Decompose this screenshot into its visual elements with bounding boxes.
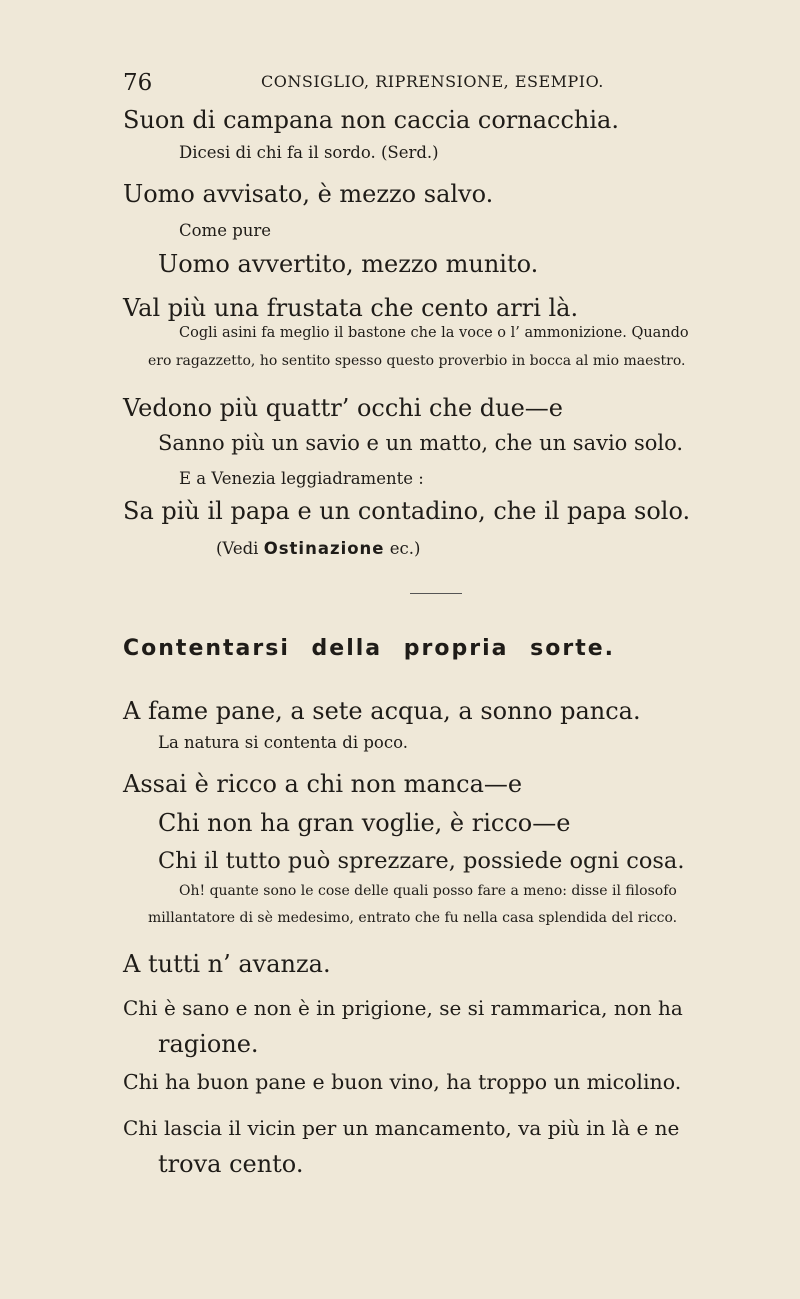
- proverb-line: Uomo avvisato, è mezzo salvo.: [123, 180, 494, 208]
- proverb-line: Assai è ricco a chi non manca—e: [123, 770, 523, 798]
- proverb-line: Chi è sano e non è in prigione, se si rammarica, non ha: [123, 996, 683, 1020]
- proverb-line: Sanno più un savio e un matto, che un savio solo.: [158, 431, 684, 455]
- page-header: [123, 70, 683, 100]
- commentary-line: millantatore di sè medesimo, entrato che fu nella casa splendida del ricco.: [148, 910, 678, 926]
- see-also-suffix: ec.): [384, 539, 421, 558]
- running-head: CONSIGLIO, RIPRENSIONE, ESEMPIO.: [261, 72, 604, 91]
- section-title: Contentarsi della propria sorte.: [123, 636, 615, 661]
- see-also-term: Ostinazione: [263, 539, 385, 558]
- commentary-line: Oh! quante sono le cose delle quali posso fare a meno: disse il filosofo: [179, 883, 677, 899]
- proverb-line: Chi non ha gran voglie, è ricco—e: [158, 809, 571, 837]
- commentary-line: Cogli asini fa meglio il bastone che la voce o l’ ammonizione. Quando: [179, 325, 689, 341]
- proverb-line: Val più una frustata che cento arri là.: [123, 294, 579, 322]
- proverb-line: trova cento.: [158, 1150, 304, 1178]
- page-number: 76: [123, 70, 153, 96]
- commentary-line: Come pure: [179, 221, 272, 240]
- proverb-line: Uomo avvertito, mezzo munito.: [158, 250, 539, 278]
- section-divider: [410, 593, 462, 594]
- see-also-prefix: (Vedi: [216, 539, 264, 558]
- proverb-line: Sa più il papa e un contadino, che il papa solo.: [123, 497, 691, 525]
- commentary-line: Dicesi di chi fa il sordo. (Serd.): [179, 143, 439, 162]
- proverb-line: A fame pane, a sete acqua, a sonno panca.: [123, 697, 641, 725]
- proverb-line: Chi lascia il vicin per un mancamento, va più in là e ne: [123, 1116, 680, 1140]
- proverb-line: Chi il tutto può sprezzare, possiede ogni cosa.: [158, 848, 685, 874]
- proverb-line: Chi ha buon pane e buon vino, ha troppo un micolino.: [123, 1070, 682, 1094]
- commentary-line: La natura si contenta di poco.: [158, 733, 408, 752]
- commentary-line: E a Venezia leggiadramente :: [179, 469, 424, 488]
- proverb-line: Suon di campana non caccia cornacchia.: [123, 106, 619, 134]
- commentary-line: ero ragazzetto, ho sentito spesso questo proverbio in bocca al mio maestro.: [148, 353, 686, 369]
- proverb-line: Vedono più quattr’ occhi che due—e: [123, 394, 564, 422]
- proverb-line: A tutti n’ avanza.: [123, 950, 331, 978]
- proverb-line: ragione.: [158, 1030, 259, 1058]
- see-also-note: [216, 539, 420, 558]
